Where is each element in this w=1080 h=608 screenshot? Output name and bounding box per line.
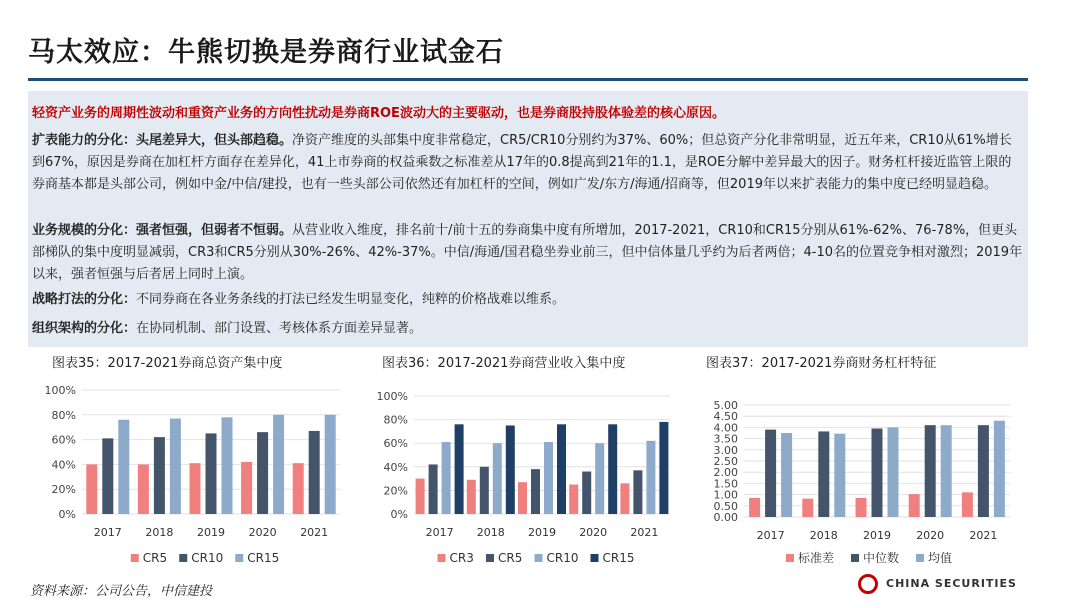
title-rule bbox=[28, 78, 1028, 81]
bar-CR3 bbox=[416, 479, 425, 514]
y-tick-label: 2.00 bbox=[713, 466, 738, 480]
legend-label: 中位数 bbox=[863, 551, 900, 565]
x-tick-label: 2020 bbox=[579, 526, 608, 539]
legend-swatch bbox=[535, 554, 543, 562]
legend-label: CR3 bbox=[449, 551, 474, 565]
bar-均值 bbox=[888, 427, 899, 517]
y-tick-label: 60% bbox=[383, 437, 408, 451]
y-tick-label: 3.00 bbox=[713, 443, 738, 457]
x-tick-label: 2021 bbox=[300, 526, 329, 539]
bar-CR15 bbox=[608, 424, 617, 514]
bar-CR5 bbox=[241, 462, 252, 514]
y-tick-label: 1.50 bbox=[713, 477, 738, 491]
bar-均值 bbox=[941, 425, 952, 517]
x-tick-label: 2019 bbox=[528, 526, 556, 539]
bar-CR15 bbox=[455, 424, 464, 514]
bar-中位数 bbox=[978, 425, 989, 517]
x-tick-label: 2019 bbox=[197, 526, 225, 539]
bar-CR10 bbox=[154, 437, 165, 514]
bar-CR10 bbox=[257, 432, 268, 514]
bar-标准差 bbox=[962, 492, 973, 517]
caption-chart-35: 图表35：2017-2021券商总资产集中度 bbox=[52, 356, 283, 371]
y-tick-label: 4.00 bbox=[713, 421, 738, 435]
legend-swatch bbox=[235, 554, 243, 562]
bar-CR5 bbox=[429, 464, 438, 514]
bar-CR3 bbox=[518, 482, 527, 514]
total-assets-concentration-chart bbox=[40, 374, 350, 574]
caption-chart-36: 图表36：2017-2021券商营业收入集中度 bbox=[382, 356, 626, 371]
bar-CR15 bbox=[659, 422, 668, 514]
y-tick-label: 60% bbox=[51, 433, 76, 447]
bar-CR15 bbox=[557, 424, 566, 514]
y-tick-label: 80% bbox=[51, 408, 76, 422]
x-tick-label: 2021 bbox=[969, 529, 998, 542]
y-tick-label: 4.50 bbox=[713, 410, 738, 424]
bar-CR5 bbox=[190, 463, 201, 514]
leverage-features-chart bbox=[700, 374, 1020, 574]
bar-CR5 bbox=[480, 467, 489, 514]
x-tick-label: 2021 bbox=[630, 526, 659, 539]
bar-CR3 bbox=[467, 480, 476, 514]
bar-标准差 bbox=[909, 494, 920, 517]
bar-CR5 bbox=[633, 470, 642, 514]
y-tick-label: 0% bbox=[390, 508, 408, 521]
bar-CR5 bbox=[531, 469, 540, 514]
x-tick-label: 2017 bbox=[425, 526, 454, 539]
y-tick-label: 40% bbox=[383, 460, 408, 474]
china-securities-logo-icon bbox=[858, 574, 878, 594]
bar-均值 bbox=[781, 433, 792, 517]
bar-中位数 bbox=[872, 429, 883, 517]
section-2 bbox=[32, 220, 1024, 286]
section-4-body: 在协同机制、部门设置、考核体系方面差异显著。 bbox=[136, 321, 423, 336]
x-tick-label: 2018 bbox=[809, 529, 838, 542]
legend-swatch bbox=[851, 554, 859, 562]
y-tick-label: 20% bbox=[51, 483, 76, 497]
legend-label: 标准差 bbox=[798, 551, 835, 565]
y-tick-label: 5.00 bbox=[713, 399, 738, 412]
bar-标准差 bbox=[802, 499, 813, 517]
bar-CR10 bbox=[595, 443, 604, 514]
intro-text: 轻资产业务的周期性波动和重资产业务的方向性扰动是券商ROE波动大的主要驱动，也是券商股持股体验差的核心原因。 bbox=[32, 106, 725, 121]
y-tick-label: 20% bbox=[383, 484, 408, 498]
x-tick-label: 2020 bbox=[916, 529, 945, 542]
x-tick-label: 2018 bbox=[476, 526, 505, 539]
section-2-body: 从营业收入维度，排名前十/前十五的券商集中度有所增加，2017-2021，CR10和CR15分别从61%-62%、76-78%，但更头部梯队的集中度明显减弱，CR3和CR5分别从30%-26%、42%-37%。中信/海通/国君稳坐券业前三，但中信体量几乎约为后者两倍；4-10名的位置竞争相对激烈；2019年以来，强者恒强与后者居上同时上演。 bbox=[32, 223, 1023, 282]
bar-CR5 bbox=[293, 463, 304, 514]
bar-CR15 bbox=[506, 426, 515, 515]
bar-CR10 bbox=[102, 438, 113, 514]
section-1-heading: 扩表能力的分化：头尾差异大，但头部趋稳。 bbox=[32, 133, 293, 148]
caption-chart-37: 图表37：2017-2021券商财务杠杆特征 bbox=[706, 356, 937, 371]
y-tick-label: 2.50 bbox=[713, 455, 738, 468]
legend-swatch bbox=[786, 554, 794, 562]
section-3-heading: 战略打法的分化： bbox=[32, 292, 137, 307]
x-tick-label: 2017 bbox=[756, 529, 785, 542]
x-tick-label: 2018 bbox=[145, 526, 174, 539]
y-tick-label: 0% bbox=[58, 508, 76, 521]
x-tick-label: 2019 bbox=[863, 529, 891, 542]
legend-label: CR5 bbox=[142, 551, 168, 565]
legend-swatch bbox=[438, 554, 446, 562]
legend-label: CR15 bbox=[602, 551, 635, 565]
bar-CR15 bbox=[222, 417, 233, 514]
y-tick-label: 3.50 bbox=[713, 432, 738, 446]
revenue-concentration-chart bbox=[370, 374, 680, 574]
legend-swatch bbox=[131, 554, 139, 562]
section-2-heading: 业务规模的分化：强者恒强，但弱者不恒弱。 bbox=[32, 223, 293, 238]
bar-均值 bbox=[994, 421, 1005, 517]
source-note: 资料来源：公司公告，中信建投 bbox=[30, 584, 213, 599]
legend-label: CR10 bbox=[546, 551, 579, 565]
section-1-body: 净资产维度的头部集中度非常稳定，CR5/CR10分别约为37%、60%；但总资产分化非常明显，近五年来，CR10从61%增长到67%，原因是券商在加杠杆方面存在差异化，41上市券商的权益乘数之标准差从17年的0.8提高到21年的1.1，是ROE分解中差异最大的因子。财务杠杆接近监管上限的券商基本都是头部公司，例如中金/中信/建投，也有一些头部公司依然还有加杠杆的空间，例如广发/东方/海通/招商等，但2019年以来扩表能力的集中度已经明显趋稳。 bbox=[32, 133, 1012, 192]
bar-CR10 bbox=[206, 433, 217, 514]
y-tick-label: 100% bbox=[376, 390, 408, 403]
legend-label: CR10 bbox=[191, 551, 224, 565]
bar-中位数 bbox=[765, 430, 776, 517]
x-tick-label: 2020 bbox=[248, 526, 277, 539]
logo-text: CHINA SECURITIES bbox=[886, 577, 1017, 590]
legend-swatch bbox=[591, 554, 599, 562]
bar-CR10 bbox=[646, 441, 655, 514]
y-tick-label: 1.00 bbox=[713, 488, 738, 502]
section-3 bbox=[32, 289, 1024, 311]
legend-swatch bbox=[179, 554, 187, 562]
y-tick-label: 0.50 bbox=[713, 499, 738, 513]
legend-label: CR15 bbox=[247, 551, 280, 565]
legend-swatch bbox=[486, 554, 494, 562]
bar-CR10 bbox=[442, 442, 451, 514]
bar-CR15 bbox=[325, 415, 336, 514]
bar-CR10 bbox=[544, 442, 553, 514]
legend-swatch bbox=[916, 554, 924, 562]
bar-CR5 bbox=[582, 472, 591, 514]
section-4-heading: 组织架构的分化： bbox=[32, 321, 137, 336]
y-tick-label: 40% bbox=[51, 458, 76, 472]
section-4 bbox=[32, 318, 1024, 340]
legend-label: CR5 bbox=[498, 551, 523, 565]
bar-CR3 bbox=[569, 485, 578, 515]
section-1 bbox=[32, 130, 1024, 196]
y-tick-label: 0.00 bbox=[713, 511, 738, 524]
section-3-body: 不同券商在各业务条线的打法已经发生明显变化，纯粹的价格战难以维系。 bbox=[136, 292, 566, 307]
legend-label: 均值 bbox=[928, 551, 953, 565]
bar-CR15 bbox=[273, 415, 284, 514]
bar-CR15 bbox=[170, 419, 181, 514]
y-tick-label: 100% bbox=[44, 384, 76, 397]
bar-CR10 bbox=[493, 443, 502, 514]
bar-CR15 bbox=[118, 420, 129, 514]
y-tick-label: 80% bbox=[383, 413, 408, 427]
bar-CR10 bbox=[309, 431, 320, 514]
bar-CR5 bbox=[138, 464, 149, 514]
bar-标准差 bbox=[856, 498, 867, 517]
page-title: 马太效应：牛熊切换是券商行业试金石 bbox=[28, 37, 504, 68]
x-tick-label: 2017 bbox=[93, 526, 122, 539]
bar-CR3 bbox=[620, 483, 629, 514]
bar-CR5 bbox=[86, 464, 97, 514]
bar-标准差 bbox=[749, 498, 760, 517]
bar-均值 bbox=[834, 434, 845, 517]
bar-中位数 bbox=[818, 431, 829, 517]
bar-中位数 bbox=[925, 425, 936, 517]
